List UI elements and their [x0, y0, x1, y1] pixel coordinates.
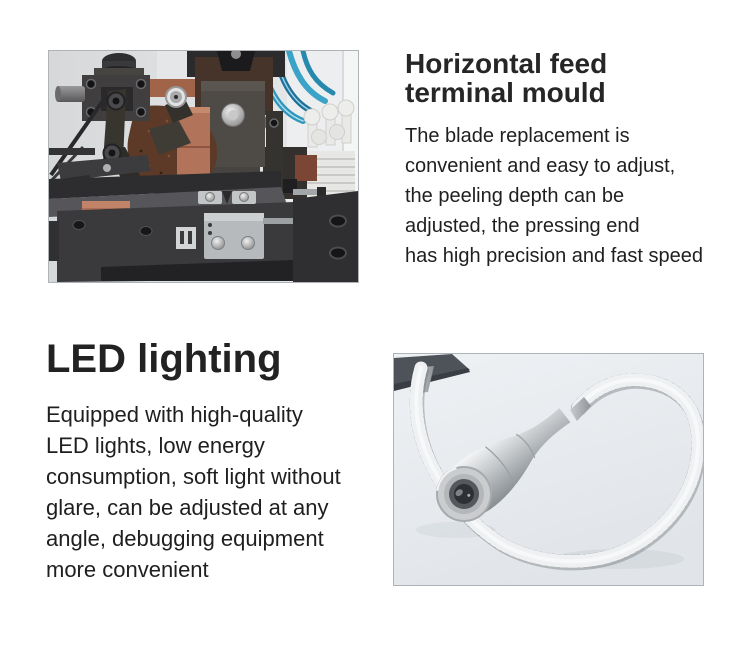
text-line: has high precision and fast speed — [405, 245, 703, 267]
text-line: adjusted, the pressing end — [405, 215, 640, 237]
text-line: Horizontal feed — [405, 48, 608, 79]
text-line: terminal mould — [405, 77, 606, 108]
terminal-mould-text-block — [405, 49, 740, 271]
terminal-mould-heading — [405, 49, 740, 107]
led-lighting-heading: LED lighting — [46, 337, 282, 381]
text-line: glare, can be adjusted at any — [46, 495, 329, 520]
text-line: the peeling depth can be — [405, 185, 625, 207]
text-line: The blade replacement is — [405, 125, 630, 147]
text-line: convenient and easy to adjust, — [405, 155, 676, 177]
text-line: more convenient — [46, 557, 209, 582]
led-light-photo — [393, 353, 704, 586]
led-lighting-description — [46, 399, 391, 585]
text-line: angle, debugging equipment — [46, 526, 324, 551]
terminal-mould-machine-photo — [48, 50, 359, 283]
led-light-illustration — [394, 354, 703, 585]
text-line: consumption, soft light without — [46, 464, 341, 489]
text-line: LED lights, low energy — [46, 433, 265, 458]
terminal-mould-description — [405, 121, 740, 271]
terminal-mould-machine-illustration — [49, 51, 358, 282]
text-line: Equipped with high-quality — [46, 402, 303, 427]
